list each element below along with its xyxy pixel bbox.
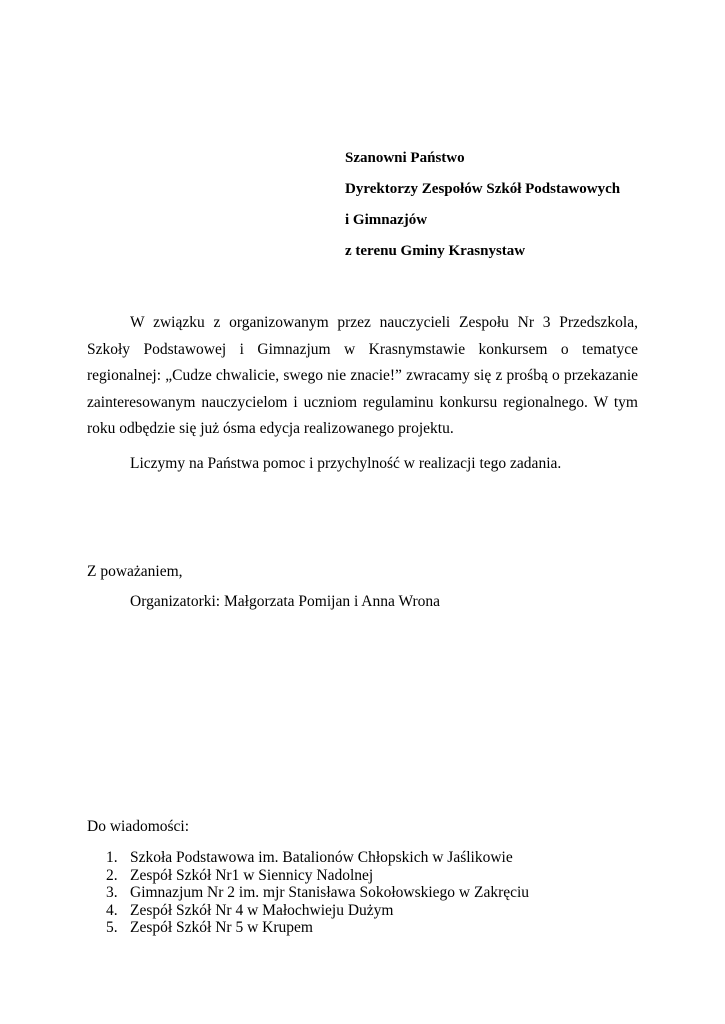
addressee-line-directors: Dyrektorzy Zespołów Szkół Podstawowych bbox=[345, 181, 621, 197]
cc-item-text: Zespół Szkół Nr 4 w Małochwieju Dużym bbox=[130, 901, 394, 919]
addressee-line-gymnasiums: i Gimnazjów bbox=[345, 212, 428, 228]
letter-paragraph-2: Liczymy na Państwa pomoc i przychylność w realizacji tego zadania. bbox=[130, 454, 562, 472]
cc-list-item bbox=[106, 867, 529, 885]
cc-item-text: Szkoła Podstawowa im. Batalionów Chłopskich w Jaślikowie bbox=[130, 849, 513, 866]
cc-label: Do wiadomości: bbox=[87, 818, 190, 835]
cc-list-item bbox=[106, 902, 529, 920]
cc-item-number: 2. bbox=[106, 866, 118, 884]
organizers-signature: Organizatorki: Małgorzata Pomijan i Anna Wrona bbox=[130, 593, 441, 610]
addressee-line-area: z terenu Gminy Krasnystaw bbox=[345, 243, 526, 259]
cc-item-number: 3. bbox=[106, 884, 118, 901]
cc-item-text: Gimnazjum Nr 2 im. mjr Stanisława Sokołowskiego w Zakręciu bbox=[130, 884, 530, 901]
cc-item-text: Zespół Szkół Nr 5 w Krupem bbox=[130, 919, 313, 936]
letter-body bbox=[87, 310, 638, 477]
addressee-line-salutation: Szanowni Państwo bbox=[345, 150, 465, 166]
cc-list-item bbox=[106, 884, 529, 902]
cc-item-text: Zespół Szkół Nr1 w Siennicy Nadolnej bbox=[130, 866, 374, 884]
closing-salutation: Z poważaniem, bbox=[87, 563, 183, 580]
cc-item-number: 1. bbox=[106, 849, 118, 866]
cc-list-item bbox=[106, 849, 529, 867]
cc-item-number: 4. bbox=[106, 901, 118, 919]
cc-item-number: 5. bbox=[106, 919, 118, 936]
letter-paragraph-1: W związku z organizowanym przez nauczycieli Zespołu Nr 3 Przedszkola, Szkoły Podstawowej i Gimnazjum w Krasnymstawie konkursem o tematyce regionalnej: „Cudze chwalicie, swego nie znacie!” zwracamy się z prośbą o przekazanie zainteresowanym nauczycielom i uczniom regulaminu konkursu regionalnego. W tym roku odbędzie się już ósma edycja realizowanego projektu. bbox=[87, 314, 638, 437]
cc-list bbox=[106, 849, 529, 937]
cc-list-item bbox=[106, 919, 529, 937]
addressee-block bbox=[345, 148, 620, 272]
